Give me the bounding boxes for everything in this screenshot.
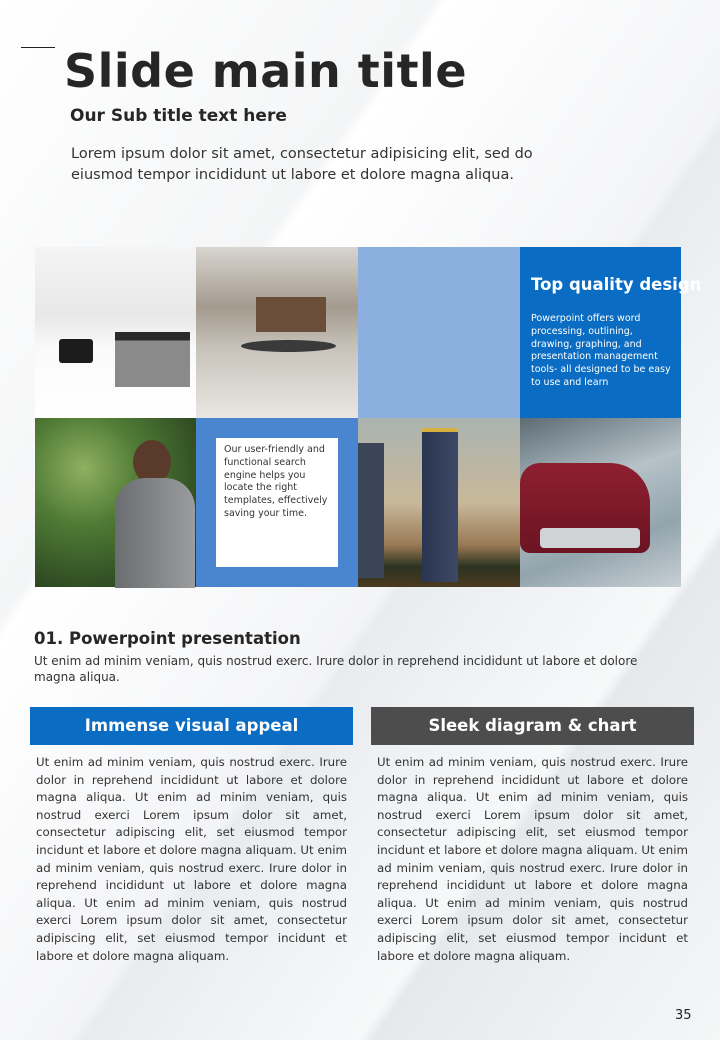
- column-visual-appeal: [30, 707, 353, 965]
- column-diagram-chart: [371, 707, 694, 965]
- meeting-room-photo: [196, 247, 358, 418]
- column-heading: Immense visual appeal: [30, 707, 353, 745]
- hiker-photo: [35, 418, 196, 587]
- page-number: 35: [675, 1008, 692, 1023]
- title-rule: [21, 47, 55, 48]
- column-body: Ut enim ad minim veniam, quis nostrud exerc. Irure dolor in reprehend incididunt ut labore et dolore magna aliqua. Ut enim ad minim veniam, quis nostrud exerci Lorem ipsum dolor sit amet, consectetur adipiscing elit, set eiusmod tempor incidunt et labore et dolore magna aliquam. Ut enim ad minim veniam, quis nostrud exerc. Irure dolor in reprehend incididunt ut labore et dolore magna aliqua. Ut enim ad minim veniam, quis nostrud exerci Lorem ipsum dolor sit amet, consectetur adipiscing elit, set eiusmod tempor incidunt et labore et dolore magna aliquam.: [36, 755, 347, 963]
- car-photo: [520, 418, 681, 587]
- section-text: Ut enim ad minim veniam, quis nostrud exerc. Irure dolor in reprehend incididunt ut labore et dolore magna aliqua.: [34, 654, 638, 684]
- city-photo: [358, 418, 520, 587]
- image-grid: [35, 247, 702, 587]
- page-subtitle: Our Sub title text here: [70, 106, 287, 126]
- section-title: 01. Powerpoint presentation: [34, 629, 301, 648]
- column-heading: Sleek diagram & chart: [371, 707, 694, 745]
- info-box: Our user-friendly and functional search engine helps you locate the right templates, effectively saving your time.: [216, 438, 338, 567]
- page-title: Slide main title: [64, 44, 468, 98]
- column-body: Ut enim ad minim veniam, quis nostrud exerc. Irure dolor in reprehend incididunt ut labore et dolore magna aliqua. Ut enim ad minim veniam, quis nostrud exerci Lorem ipsum dolor sit amet, consectetur adipiscing elit, set eiusmod tempor incidunt et labore et dolore magna aliquam. Ut enim ad minim veniam, quis nostrud exerc. Irure dolor in reprehend incididunt ut labore et dolore magna aliqua. Ut enim ad minim veniam, quis nostrud exerci Lorem ipsum dolor sit amet, consectetur adipiscing elit, set eiusmod tempor incidunt et labore et dolore magna aliquam.: [377, 755, 688, 963]
- office-photo: [35, 247, 196, 418]
- lead-text: Lorem ipsum dolor sit amet, consectetur adipisicing elit, sed do eiusmod tempor incididunt ut labore et dolore magna aliqua.: [71, 146, 533, 183]
- info-tile: [196, 418, 358, 587]
- feature-tile: [520, 247, 702, 418]
- feature-title: Top quality design: [531, 275, 702, 294]
- light-blue-tile: [358, 247, 520, 418]
- feature-text: Powerpoint offers word processing, outlining, drawing, graphing, and presentation management tools- all designed to be easy to use and learn: [531, 313, 671, 388]
